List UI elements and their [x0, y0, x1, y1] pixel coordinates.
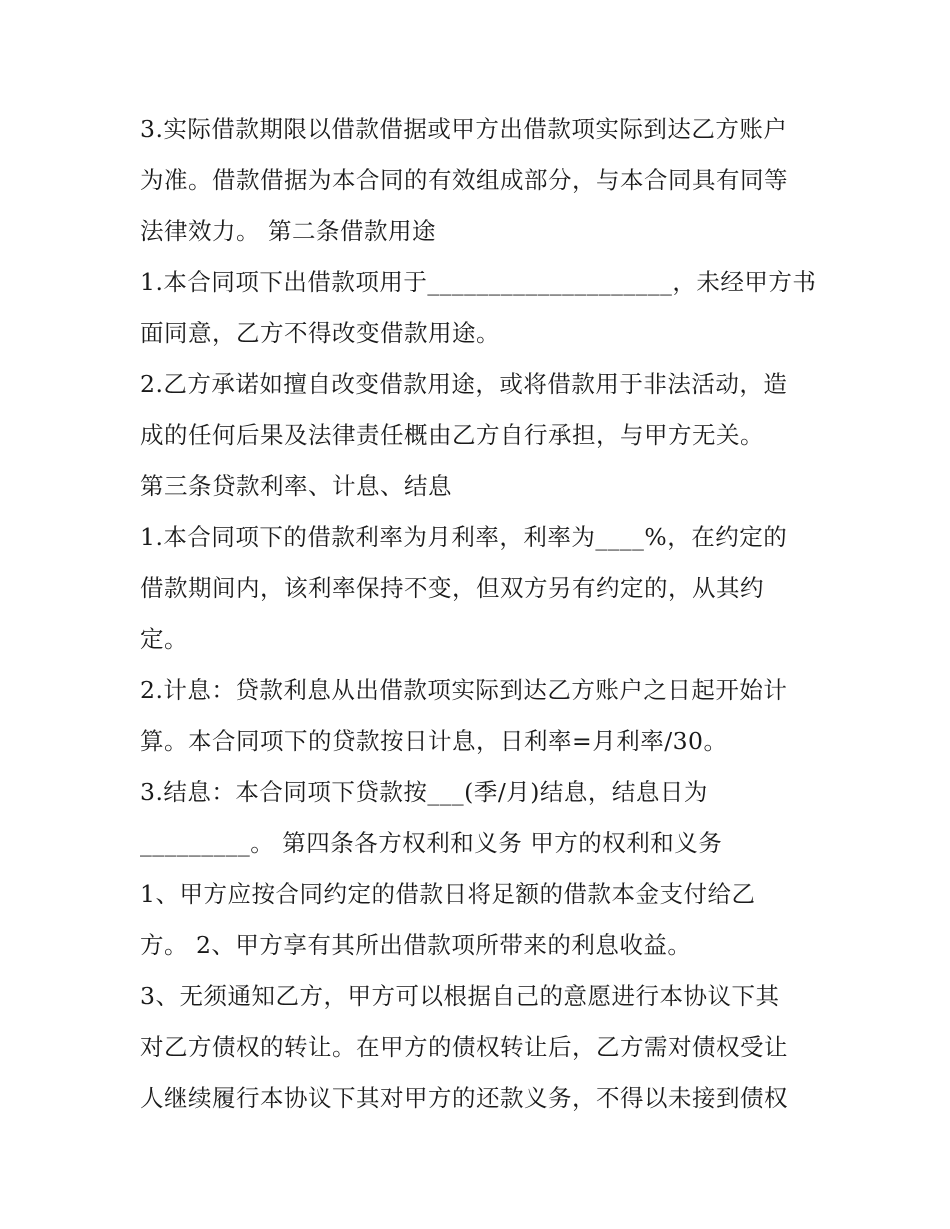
- text-line: 3.实际借款期限以借款借据或甲方出借款项实际到达乙方账户: [140, 115, 788, 143]
- text-line: 面同意，乙方不得改变借款用途。: [140, 319, 500, 347]
- text-line: 定。: [140, 625, 188, 653]
- text-line: 法律效力。 第二条借款用途: [140, 217, 436, 245]
- section-heading: 第三条贷款利率、计息、结息: [140, 472, 452, 500]
- text-line: 2.计息：贷款利息从出借款项实际到达乙方账户之日起开始计: [140, 676, 788, 704]
- text-line: 2.乙方承诺如擅自改变借款用途，或将借款用于非法活动，造: [140, 370, 788, 398]
- text-line: 3、无须通知乙方，甲方可以根据自己的意愿进行本协议下其: [140, 982, 780, 1010]
- text-line: _________。 第四条各方权利和义务 甲方的权利和义务: [140, 829, 723, 857]
- text-line: 借款期间内，该利率保持不变，但双方另有约定的，从其约: [140, 574, 764, 602]
- text-line: 成的任何后果及法律责任概由乙方自行承担，与甲方无关。: [140, 421, 764, 449]
- text-line: 人继续履行本协议下其对甲方的还款义务，不得以未接到债权: [140, 1084, 788, 1112]
- text-line: 1.本合同项下的借款利率为月利率，利率为____%，在约定的: [140, 523, 788, 551]
- text-line: 1、甲方应按合同约定的借款日将足额的借款本金支付给乙: [140, 880, 756, 908]
- text-line: 算。本合同项下的贷款按日计息，日利率=月利率/30。: [140, 727, 728, 755]
- text-line: 1.本合同项下出借款项用于____________________，未经甲方书: [140, 268, 817, 296]
- text-line: 方。 2、甲方享有其所出借款项所带来的利息收益。: [140, 931, 692, 959]
- document-body: [140, 104, 820, 1124]
- text-line: 为准。借款借据为本合同的有效组成部分，与本合同具有同等: [140, 166, 788, 194]
- text-line: 对乙方债权的转让。在甲方的债权转让后，乙方需对债权受让: [140, 1033, 788, 1061]
- text-line: 3.结息：本合同项下贷款按___(季/月)结息，结息日为: [140, 778, 708, 806]
